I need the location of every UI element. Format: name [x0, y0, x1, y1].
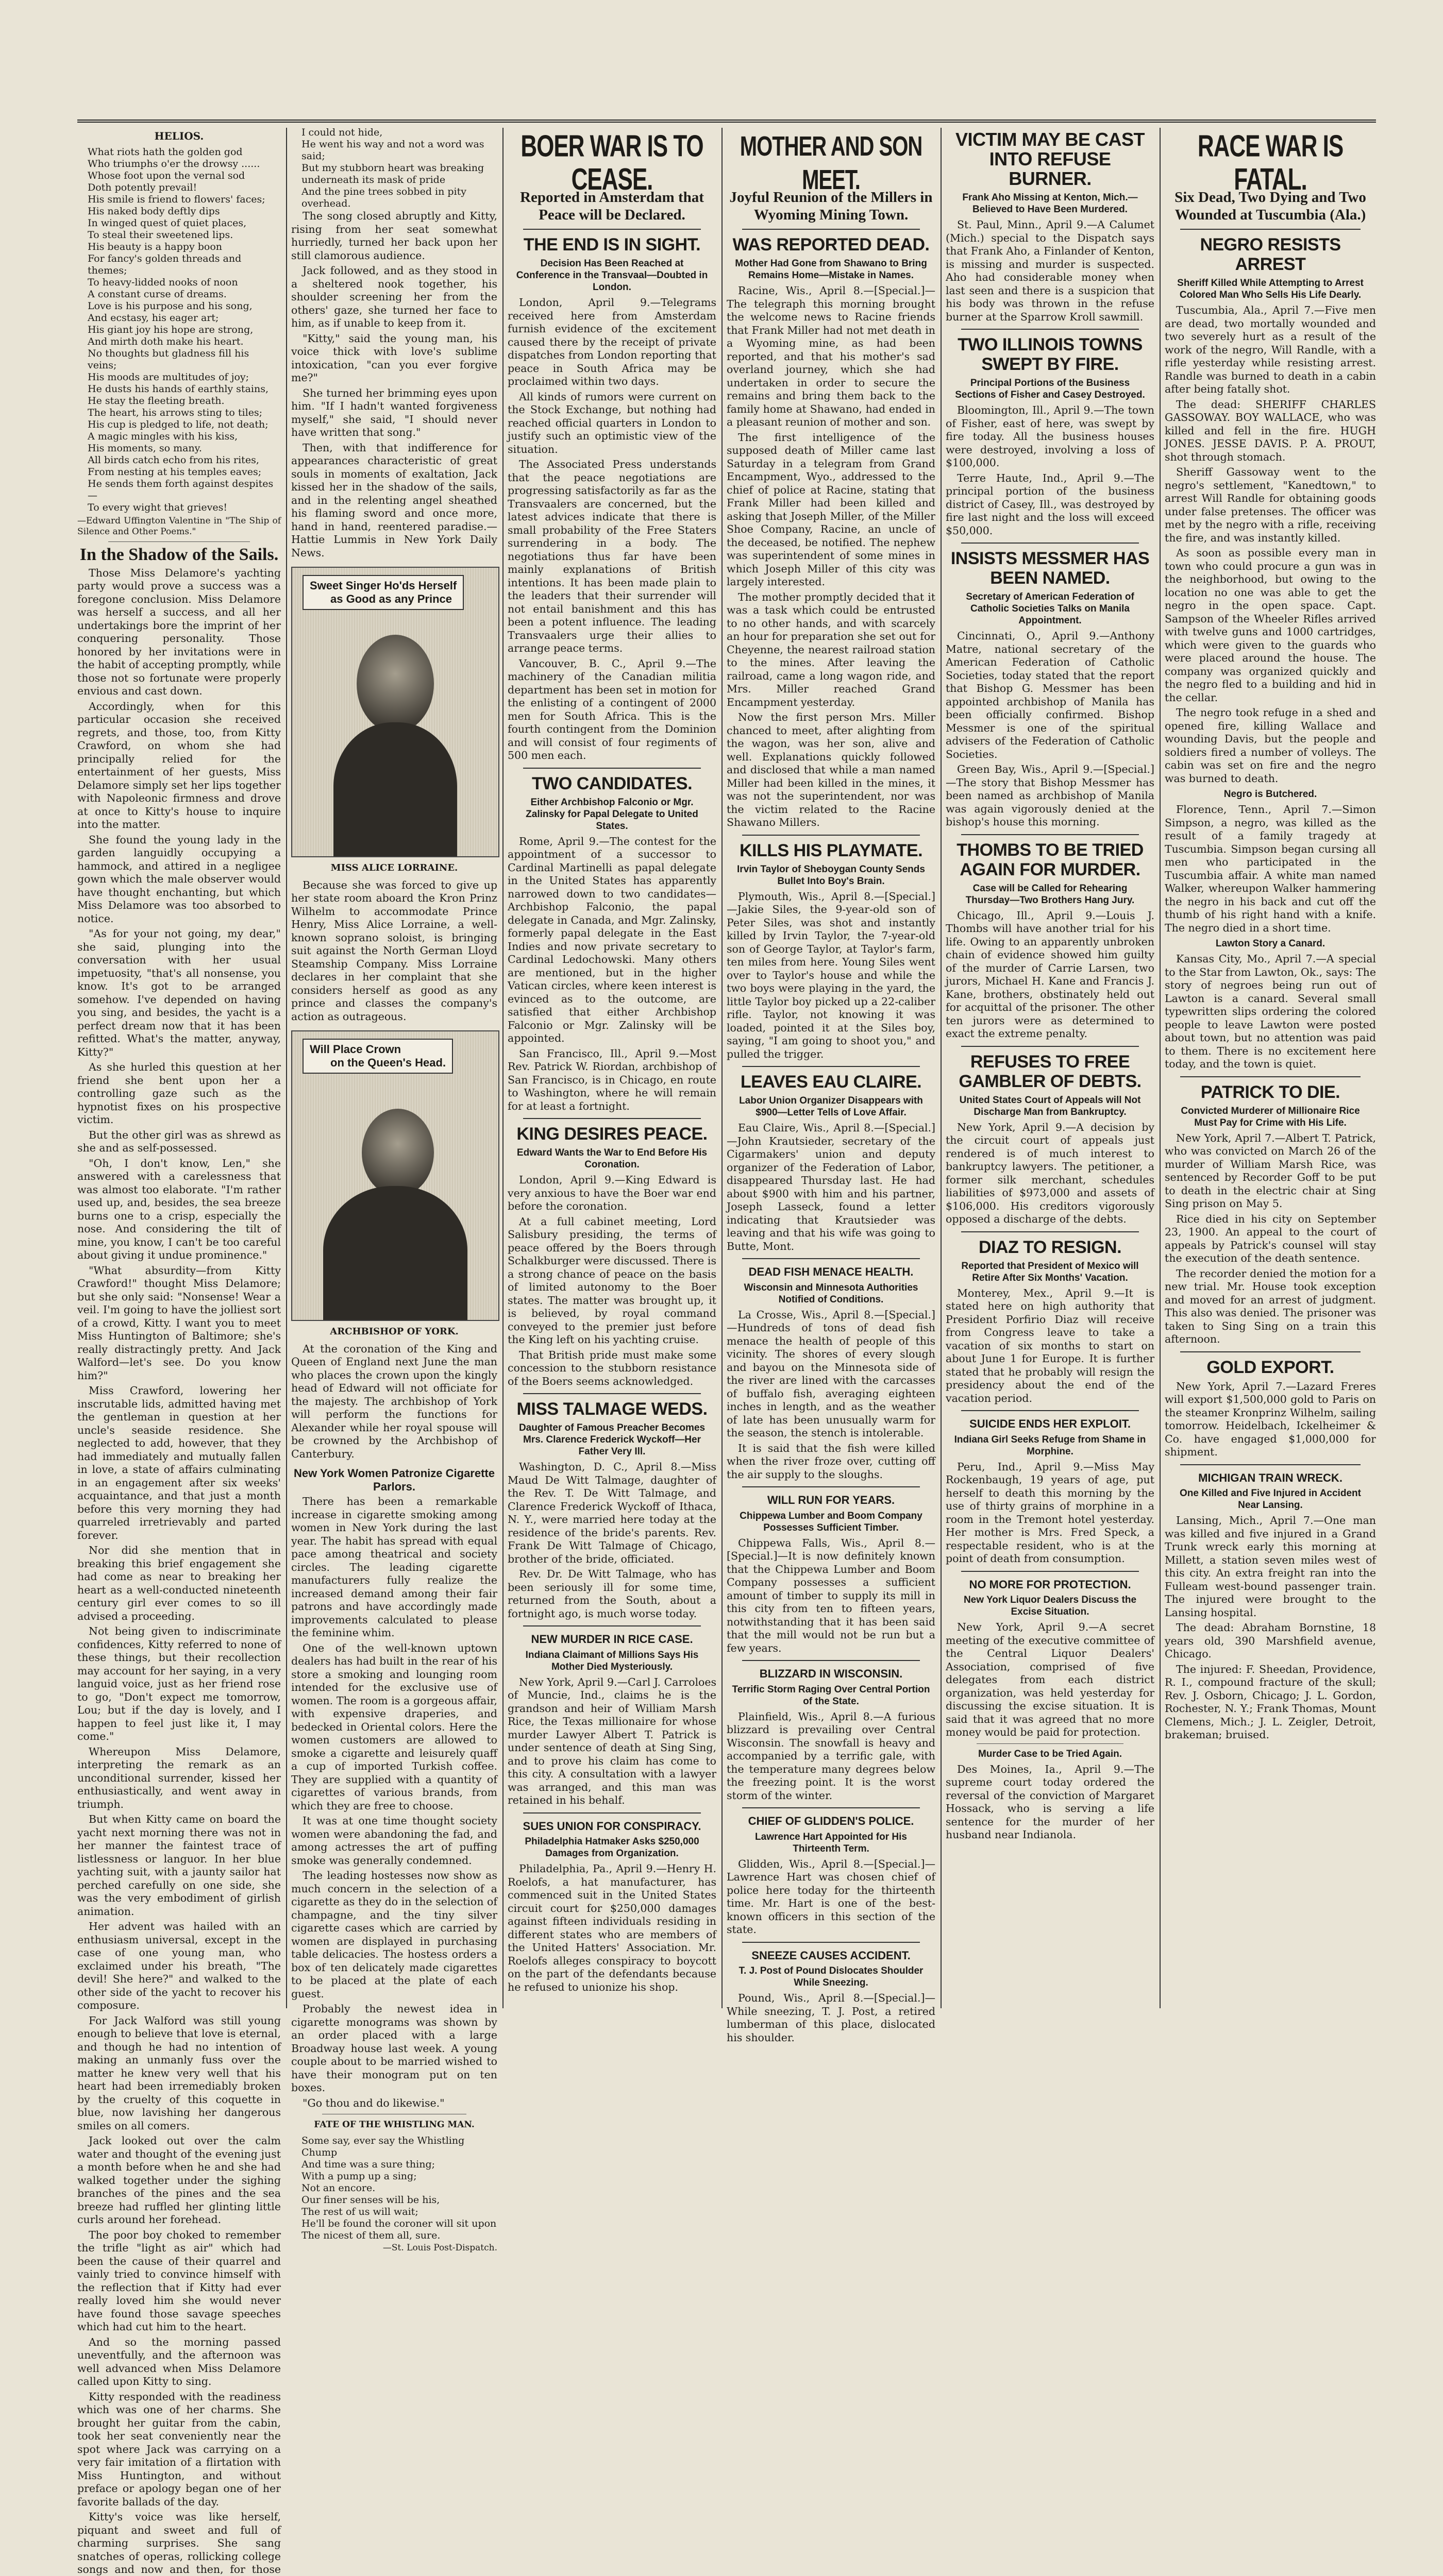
story-body: [946, 218, 1154, 324]
paragraph: Lansing, Mich., April 7.—One man was killed and five injured in a Grand Trunk wreck early this morning at Millett, a station seven miles west of this city. An extra freight ran into the Fulleam west-bound passenger train. The injured were brought to the Lansing hospital.: [1165, 1514, 1376, 1619]
column-rule: [1160, 128, 1161, 2008]
paragraph: "What absurdity—from Kitty Crawford!" thought Miss Delamore; but she only said: "Nonsense! Wear a veil. I'm going to have the jolliest sort of a crowd, Kitty. I want you to meet Miss Huntington of Baltimore; she's really distractingly pretty. And Jack Walford—let's see. Do you know him?": [77, 1264, 281, 1383]
paragraph: That British pride must make some concession to the stubborn resistance of the Boers seems acknowledged.: [508, 1349, 716, 1388]
story-body: [946, 1121, 1154, 1226]
paragraph: No thoughts but gladness fill his veins;: [77, 348, 281, 371]
paragraph: The song closed abruptly and Kitty, rising from her seat somewhat hurriedly, turned her back upon her still clamorous audience.: [291, 210, 497, 262]
deck: New York Liquor Dealers Discuss the Excise Situation.: [951, 1594, 1149, 1618]
paragraph: Love is his purpose and his song,: [77, 300, 281, 312]
paragraph: Nor did she mention that in breaking this brief engagement she had come as near to breaking her heart as a well-conducted nineteenth century girl ever comes to so ill advised a proceeding.: [77, 1544, 281, 1623]
paragraph: Kansas City, Mo., April 7.—A special to the Star from Lawton, Ok., says: The story of negroes being run out of Lawton is a canard. Several small typewritten slips ordering the colored people to leave Lawton were posted about town, but no attention was paid to them. There is no excitement here today, and the town is quiet.: [1165, 953, 1376, 1071]
paragraph: The leading hostesses now show as much concern in the selection of a cigarette as they do in the selection of champagne, and the tiny silver cigarette cases which are carried by women are displayed in purchasing table delicacies. The hostess orders a box of ten delicately made cigarettes to be placed at the plate of each guest.: [291, 1869, 497, 2001]
story-body: [727, 1710, 935, 1803]
headline-murder-case: Murder Case to be Tried Again.: [951, 1748, 1149, 1760]
paragraph: And mirth doth make his heart.: [77, 336, 281, 348]
paragraph: Then, with that indifference for appearances characteristic of great souls in moments of exaltation, Jack kissed her in the shadow of the sails, and in the relenting angel sheathed his flaming sword and once more, hand in hand, reentered paradise.—Hattie Lummis in New York Daily News.: [291, 442, 497, 560]
paragraph: Green Bay, Wis., April 9.—[Special.]—The story that Bishop Messmer has been named as archbishop of Manila was again vigorously denied at the bishop's house this morning.: [946, 763, 1154, 829]
newspaper-page: [77, 120, 1376, 2024]
headline-michigan-wreck: MICHIGAN TRAIN WRECK.: [1165, 1471, 1376, 1485]
paragraph: Our finer senses will be his,: [291, 2194, 497, 2206]
poem-title: FATE OF THE WHISTLING MAN.: [291, 2119, 497, 2132]
paragraph: Not an encore.: [291, 2182, 497, 2194]
paragraph: All birds catch echo from his rites,: [77, 454, 281, 466]
paragraph: Cincinnati, O., April 9.—Anthony Matre, national secretary of the American Federation of Catholic Societies, today stated that the report that Bishop G. Messmer has been appointed archbishop of Manila has been officially confirmed. Bishop Messmer is one of the spiritual advisers of the Federation of Catholic Societies.: [946, 630, 1154, 761]
paragraph: All kinds of rumors were current on the Stock Exchange, but nothing had reached official quarters in London to justify such an optimistic view of the situation.: [508, 391, 716, 456]
headline-patrick-to-die: PATRICK TO DIE.: [1165, 1082, 1376, 1102]
headline-two-candidates: TWO CANDIDATES.: [508, 774, 716, 793]
deck: Frank Aho Missing at Kenton, Mich.—Believed to Have Been Murdered.: [951, 192, 1149, 215]
paragraph: Plymouth, Wis., April 8.—[Special.]—Jakie Siles, the 9-year-old son of Peter Siles, was shot and instantly killed by Irvin Taylor, the 7-year-old son of George Taylor, at Taylor's farm, ten miles from here. Young Siles went over to Taylor's house and while the two boys were playing in the yard, the little Taylor boy picked up a 22-caliber rifle. Taylor, not knowing it was loaded, pointed it at the Siles boy, saying, "I am going to shoot you," and pulled the trigger.: [727, 890, 935, 1061]
paragraph: Miss Crawford, lowering her inscrutable lids, admitted having met the gentleman in question at her uncle's seaside residence. She neglected to add, however, that they had immediately and mutually fallen in love, a state of affairs culminating in an engagement after six weeks' acquaintance, and that just a month before this very morning they had quarreled irretrievably and parted forever.: [77, 1384, 281, 1542]
story-body: [727, 1992, 935, 2044]
paragraph: What riots hath the golden god: [77, 146, 281, 158]
paragraph: As she hurled this question at her friend she bent upon her a controlling gaze such as the hypnotist fixes on his prospective victim.: [77, 1061, 281, 1127]
portrait-body: [323, 1186, 467, 1320]
paragraph: Des Moines, Ia., April 9.—The supreme court today ordered the reversal of the conviction of Margaret Hossack, who is serving a life sentence for the murder of her husband near Indianola.: [946, 1763, 1154, 1842]
headline-sneeze: SNEEZE CAUSES ACCIDENT.: [727, 1949, 935, 1962]
paragraph: He dusts his hands of earthly stains,: [77, 383, 281, 395]
headline-glidden-police: CHIEF OF GLIDDEN'S POLICE.: [727, 1815, 935, 1828]
paragraph: The first intelligence of the supposed death of Miller came last Saturday in a telegram from Grand Encampment, Wyo., addressed to the chief of police at Racine, stating that Frank Miller had been killed and asking that Joseph Miller, of the Miller Shoe Company, Racine, an uncle of the deceased, be notified. The nephew was superintendent of some mines in which Joseph Miller of this city was largely interested.: [727, 431, 935, 589]
paragraph: New York, April 9.—A secret meeting of the executive committee of the Central Liquor Dealers' Association, comprised of five delegates from each district organization, was held yesterday for discussing the excise situation. It is said that it was agreed that no more money would be paid for protection.: [946, 1621, 1154, 1739]
paragraph: Washington, D. C., April 8.—Miss Maud De Witt Talmage, daughter of the Rev. T. De Witt Talmage, and Clarence Frederick Wyckoff of Ithaca, N. Y., were married here today at the residence of the bride's parents. Rev. Frank De Witt Talmage of Chicago, brother of the bride, officiated.: [508, 1461, 716, 1566]
paragraph: At a full cabinet meeting, Lord Salisbury presiding, the terms of peace offered by the Boers through Schalkburger were discussed. There is a strong chance of peace on the basis of limited autonomy to the Boer states. The matter was brought up, it is believed, by royal command conveyed to the premier just before the King left on his yachting cruise.: [508, 1215, 716, 1347]
headline-women-cigarette: New York Women Patronize Cigarette Parlors.: [291, 1467, 497, 1493]
paragraph: He sends them forth against despites—: [77, 478, 281, 502]
column-5: [946, 127, 1154, 2012]
story-body: [508, 1461, 716, 1620]
paragraph: New York, April 7.—Albert T. Patrick, who was convicted on March 26 of the murder of William Marsh Rice, was sentenced by Recorder Goff to be put to death in the electric chair at Sing Sing prison on May 5.: [1165, 1132, 1376, 1211]
column-2: [291, 127, 497, 2012]
headline-kills-playmate: KILLS HIS PLAYMATE.: [727, 841, 935, 860]
photo-label: Will Place Crown on the Queen's Head.: [303, 1039, 453, 1074]
paragraph: Some say, ever say the Whistling Chump: [291, 2135, 497, 2159]
paragraph: I could not hide,: [291, 127, 497, 139]
paragraph: From nesting at his temples eaves;: [77, 466, 281, 478]
deck: Secretary of American Federation of Catholic Societies Talks on Manila Appointment.: [951, 591, 1149, 626]
deck: Mother Had Gone from Shawano to Bring Remains Home—Mistake in Names.: [732, 258, 930, 281]
paragraph: And the pine trees sobbed in pity overhead.: [291, 186, 497, 210]
paragraph: Jack followed, and as they stood in a sheltered nook together, his shoulder screening her from the others' gaze, she turned her face to him, as if unable to keep from it.: [291, 264, 497, 330]
headline-gambler-debts: REFUSES TO FREE GAMBLER OF DEBTS.: [946, 1052, 1154, 1091]
headline-illinois-fire: TWO ILLINOIS TOWNS SWEPT BY FIRE.: [946, 335, 1154, 374]
story-body: [508, 835, 716, 1113]
deck: United States Court of Appeals will Not Discharge Man from Bankruptcy.: [951, 1094, 1149, 1118]
photo-text: [291, 1343, 497, 1461]
poem-whistling-man: [291, 2135, 497, 2242]
column-4: [727, 127, 935, 2012]
deck: Irvin Taylor of Sheboygan County Sends Bullet Into Boy's Brain.: [732, 863, 930, 887]
subhead-lawton: Lawton Story a Canard.: [1170, 938, 1371, 950]
paragraph: The mother promptly decided that it was a task which could be entrusted to no other hands, and with scarcely an hour for preparation she set out for Cheyenne, the nearest railroad station to the mines. After leaving the railroad, came a long wagon ride, and Mrs. Miller reached Grand Encampment yesterday.: [727, 591, 935, 709]
paragraph: Chippewa Falls, Wis., April 8.—[Special.]—It is now definitely known that the Chippewa Lumber and Boom Company possesses a sufficient amount of timber to supply its mill in this city from ten to fifteen years, notwithstanding that it has been said that the mill would not be run but a few years.: [727, 1537, 935, 1655]
story-body: [1165, 1132, 1376, 1346]
headline-gold-export: GOLD EXPORT.: [1165, 1358, 1376, 1377]
paragraph: Because she was forced to give up her state room aboard the Kron Prinz Wilhelm to accommodate Prince Henry, Miss Alice Lorraine, a well-known soprano soloist, is bringing suit against the North German Lloyd Steamship Company. Miss Lorraine declares in her complaint that she considers herself as good as any prince and classes the company's action as outrageous.: [291, 879, 497, 1024]
paragraph: His cup is pledged to life, not death;: [77, 419, 281, 431]
story-body: [727, 1122, 935, 1253]
paragraph: The dead: Abraham Bornstine, 18 years old, 390 Marshfield avenue, Chicago.: [1165, 1621, 1376, 1661]
poem-continuation: [291, 127, 497, 210]
story-body: [1165, 803, 1376, 935]
deck: Six Dead, Two Dying and Two Wounded at Tuscumbia (Ala.): [1165, 189, 1376, 224]
column-rule: [941, 128, 942, 2008]
paragraph: The heart, his arrows sting to tiles;: [77, 407, 281, 419]
column-rule: [286, 128, 287, 2008]
paragraph: Those Miss Delamore's yachting party would prove a success was a foregone conclusion. Miss Delamore was herself a success, and all her undertakings bore the imprint of her conquering personality. Those honored by her invitations were in the habit of accepting promptly, while those not so fortunate were properly envious and cast down.: [77, 567, 281, 698]
paragraph: Doth potently prevail!: [77, 182, 281, 194]
story-body-sails-continued: [291, 210, 497, 560]
headline-blizzard: BLIZZARD IN WISCONSIN.: [727, 1667, 935, 1681]
column-rule: [722, 128, 723, 2008]
deck: Reported that President of Mexico will Retire After Six Months' Vacation.: [951, 1260, 1149, 1284]
paragraph: The injured: F. Sheedan, Providence, R. I., compound fracture of the skull; Rev. J. Osborn, Chicago; J. L. Gordon, Rochester, N. Y.; Frank Thomas, Mount Clemens, Mich.; J. L. Zeigler, Detroit, brakeman; bruised.: [1165, 1663, 1376, 1742]
paragraph: The nicest of them all, sure.: [291, 2230, 497, 2242]
paragraph: And time was a sure thing;: [291, 2159, 497, 2171]
paragraph: A constant curse of dreams.: [77, 289, 281, 300]
paragraph: Eau Claire, Wis., April 8.—[Special.]—John Krautsieder, secretary of the Cigarmakers' union and deputy organizer of the Federation of Labor, disappeared Thursday last. He had about $900 with him and his partner, Joseph Lasseck, found a letter indicating that Krautsieder was leaving and that his wife was going to Butte, Mont.: [727, 1122, 935, 1253]
deck: Sheriff Killed While Attempting to Arrest Colored Man Who Sells His Life Dearly.: [1170, 277, 1371, 301]
paragraph: "Kitty," said the young man, his voice thick with love's sublime intoxication, "can you ever forgive me?": [291, 332, 497, 385]
headline-thombs: THOMBS TO BE TRIED AGAIN FOR MURDER.: [946, 840, 1154, 879]
poem-helios: [77, 146, 281, 514]
paragraph: London, April 9.—King Edward is very anxious to have the Boer war end before the coronation.: [508, 1174, 716, 1213]
story-body: [508, 1676, 716, 1807]
photo-alice-lorraine: [291, 567, 499, 857]
headline-boer-war: BOER WAR IS TO CEASE.: [508, 130, 716, 205]
deck: Labor Union Organizer Disappears with $900—Letter Tells of Love Affair.: [732, 1095, 930, 1118]
paragraph: Whereupon Miss Delamore, interpreting the remark as an unconditional surrender, kissed her enthusiastically, and went away in triumph.: [77, 1745, 281, 1811]
paragraph: New York, April 9.—A decision by the circuit court of appeals just rendered is of much interest to bankruptcy lawyers. The petitioner, a former silk merchant, schedules liabilities of $973,000 and assets of $106,000. His creditors vigorously opposed a discharge of the debts.: [946, 1121, 1154, 1226]
paragraph: Plainfield, Wis., April 8.—A furious blizzard is prevailing over Central Wisconsin. The snowfall is heavy and accompanied by a terrific gale, with the temperature many degrees below the freezing point. It is the worst storm of the winter.: [727, 1710, 935, 1803]
headline-diaz: DIAZ TO RESIGN.: [946, 1238, 1154, 1257]
divider: [108, 541, 250, 542]
photo-caption: ARCHBISHOP OF YORK.: [291, 1325, 497, 1338]
deck: Lawrence Hart Appointed for His Thirteenth Term.: [732, 1831, 930, 1855]
headline-dead-fish: DEAD FISH MENACE HEALTH.: [727, 1265, 935, 1279]
paragraph: New York, April 7.—Lazard Freres will export $1,500,000 gold to Paris on the steamer Kronprinz Wilhelm, sailing tomorrow. Heidelbach, Ickelheimer & Co. have engaged $1,000,000 for shipment.: [1165, 1380, 1376, 1459]
deck: Indiana Claimant of Millions Says His Mother Died Mysteriously.: [513, 1649, 711, 1673]
column-1: [77, 127, 281, 2012]
paragraph: To steal their sweetened lips.: [77, 229, 281, 241]
deck: Convicted Murderer of Millionaire Rice Must Pay for Crime with His Life.: [1170, 1105, 1371, 1129]
headline-mother-son: MOTHER AND SON MEET.: [727, 130, 935, 205]
paragraph: Not being given to indiscriminate confidences, Kitty referred to none of these things, but their recollection may account for her saying, in a very languid voice, just as her friend rose to go, "Don't expect me tomorrow, Lou; but if the day is lovely, and I happen to feel just like it, I may come.": [77, 1625, 281, 1743]
paragraph: Her advent was hailed with an enthusiasm universal, except in the case of one young man, who exclaimed under his breath, "The devil! She here?" and walked to the other side of the yacht to recover his composure.: [77, 1920, 281, 2012]
paragraph: Racine, Wis., April 8.—[Special.]—The telegraph this morning brought the welcome news to Racine friends that Frank Miller had not met death in a Wyoming mine, as had been reported, and that his mother's sad overland journey, which she had undertaken in order to secure the remains and bring them back to the family home at Shawano, had ended in a pleasant reunion of mother and son.: [727, 284, 935, 429]
paragraph: Jack looked out over the calm water and thought of the evening just a month before when he and she had walked together under the sighing branches of the pines and the sea breeze had ruffled her glinting little curls around her forehead.: [77, 2134, 281, 2227]
story-body: [508, 1862, 716, 1994]
paragraph: His smile is friend to flowers' faces;: [77, 194, 281, 206]
headline-sues-union: SUES UNION FOR CONSPIRACY.: [508, 1820, 716, 1833]
headline-messmer: INSISTS MESSMER HAS BEEN NAMED.: [946, 549, 1154, 588]
story-body: [1165, 1514, 1376, 1742]
paragraph: Rev. Dr. De Witt Talmage, who has been seriously ill for some time, returned from the South, about a fortnight ago, is much worse today.: [508, 1568, 716, 1620]
deck: Indiana Girl Seeks Refuge from Shame in Morphine.: [951, 1434, 1149, 1458]
paragraph: His moods are multitudes of joy;: [77, 371, 281, 383]
paragraph: Pound, Wis., April 8.—[Special.]—While sneezing, T. J. Post, a retired lumberman of this place, dislocated his shoulder.: [727, 1992, 935, 2044]
paragraph: One of the well-known uptown dealers has had built in the rear of his store a smoking and lounging room intended for the exclusive use of women. The room is a gorgeous affair, with expensive draperies, and bedecked in Oriental colors. Here the women customers are allowed to smoke a cigarette and leisurely quaff a cup of imported Turkish coffee. They are supplied with a quantity of cigarettes of various brands, from which they are free to choose.: [291, 1642, 497, 1813]
paragraph: To heavy-lidded nooks of noon: [77, 277, 281, 289]
deck: Wisconsin and Minnesota Authorities Notified of Conditions.: [732, 1282, 930, 1306]
headline-king-desires-peace: KING DESIRES PEACE.: [508, 1124, 716, 1144]
paragraph: It was at one time thought society women were abandoning the fad, and among actresses the art of puffing smoke was generally condemned.: [291, 1815, 497, 1867]
headline-rice-case: NEW MURDER IN RICE CASE.: [508, 1633, 716, 1646]
deck: T. J. Post of Pound Dislocates Shoulder While Sneezing.: [732, 1965, 930, 1989]
paragraph: He stay the fleeting breath.: [77, 395, 281, 407]
paragraph: Rome, April 9.—The contest for the appointment of a successor to Cardinal Martinelli as papal delegate in the United States has apparently narrowed down to two candidates—Archbishop Falconio, the papal delegate in Canada, and Mgr. Zalinsky, formerly papal delegate in the East Indies and now private secretary to Cardinal Ledochowski. Many others are mentioned, but in the higher Vatican circles, where keen interest is evinced as to the outcome, are satisfied that either Archbishop Falconio or Mgr. Zalinsky will be appointed.: [508, 835, 716, 1045]
paragraph: Now the first person Mrs. Miller chanced to meet, after alighting from the wagon, was her son, alive and well. Explanations quickly followed and disclosed that while a man named Miller had been killed in the mines, it was not the superintendent, nor was the victim related to the Racine Shawano Millers.: [727, 711, 935, 829]
story-body: [508, 296, 716, 762]
paragraph: But when Kitty came on board the yacht next morning there was not in her manner the faintest trace of listlessness or languor. In her blue yachting suit, with a jaunty sailor hat perched carefully on one side, she was the very embodiment of girlish animation.: [77, 1813, 281, 1918]
headline-race-war: RACE WAR IS FATAL.: [1165, 130, 1376, 205]
deck: Decision Has Been Reached at Conference in the Transvaal—Doubted in London.: [513, 258, 711, 293]
paragraph: The rest of us will wait;: [291, 2206, 497, 2218]
poem-title: HELIOS.: [77, 130, 281, 143]
paragraph: Philadelphia, Pa., April 9.—Henry H. Roelofs, a hat manufacturer, has commenced suit in the United States circuit court for $250,000 damages against fifteen individuals residing in different states who are members of the United Hatters' Association. Mr. Roelofs alleges conspiracy to boycott on the part of the defendants because he refused to unionize his shop.: [508, 1862, 716, 1994]
paragraph: His beauty is a happy boon: [77, 241, 281, 253]
paragraph: But the other girl was as shrewd as she and as self-possessed.: [77, 1129, 281, 1155]
story-body: [946, 1763, 1154, 1842]
paragraph: Who triumphs o'er the drowsy ......: [77, 158, 281, 170]
story-body-sails: [77, 567, 281, 2576]
deck: Case will be Called for Rehearing Thursday—Two Brothers Hang Jury.: [951, 883, 1149, 906]
deck: One Killed and Five Injured in Accident Near Lansing.: [1170, 1487, 1371, 1511]
photo-label: Sweet Singer Ho'ds Herself as Good as any Prince: [303, 575, 464, 610]
story-title-shadow-of-sails: In the Shadow of the Sails.: [77, 546, 281, 564]
headline-suicide: SUICIDE ENDS HER EXPLOIT.: [946, 1417, 1154, 1431]
deck: Either Archbishop Falconio or Mgr. Zalinsky for Papal Delegate to United States.: [513, 796, 711, 832]
story-body: [946, 909, 1154, 1041]
deck: Daughter of Famous Preacher Becomes Mrs. Clarence Frederick Wyckoff—Her Father Very Ill.: [513, 1422, 711, 1458]
paragraph: Kitty responded with the readiness which was one of her charms. She brought her guitar from the cabin, took her seat conveniently near the spot where Jack was carrying on a very fair imitation of a flirtation with Miss Huntington, and without preface or apology began one of her favorite ballads of the day.: [77, 2391, 281, 2509]
paragraph: Kitty's voice was like herself, piquant and sweet and full of charming surprises. She sang snatches of operas, rollicking college songs and now and then, for those: [77, 2511, 281, 2576]
photo-archbishop-of-york: [291, 1030, 499, 1321]
paragraph: He'll be found the coroner will sit upon: [291, 2218, 497, 2230]
paragraph: New York, April 9.—Carl J. Carroloes of Muncie, Ind., claims he is the grandson and heir of William Marsh Rice, the Texas millionaire for whose murder Lawyer Albert T. Patrick is under sentence of death at Sing Sing, and to prove his claim has come to this city. A consultation with a lawyer was arranged, and this man was retained in his behalf.: [508, 1676, 716, 1807]
paragraph: The negro took refuge in a shed and opened fire, killing Wallace and wounding Davis, but the people and soldiers fired a number of volleys. The cabin was set on fire and the negro was burned to death.: [1165, 706, 1376, 785]
paragraph: San Francisco, Ill., April 9.—Most Rev. Patrick W. Riordan, archbishop of San Francisco, is in Chicago, en route to Washington, where he will remain for at least a fortnight.: [508, 1047, 716, 1113]
paragraph: Terre Haute, Ind., April 9.—The principal portion of the business district of Casey, Ill., was destroyed by fire last night and the loss will exceed $50,000.: [946, 472, 1154, 538]
paragraph: "As for your not going, my dear," she said, plunging into the conversation with her usual impetuosity, "that's all nonsense, you know. It's got to be arranged somehow. I've depended on having you sing, and besides, the yacht is a perfect dream now that it has been refitted. What's the matter, anyway, Kitty?": [77, 927, 281, 1059]
column-6: [1165, 127, 1376, 2012]
story-body-women: [291, 1495, 497, 2110]
paragraph: Vancouver, B. C., April 9.—The machinery of the Canadian militia department has been set in motion for the enlisting of a contingent of 2000 men for South Africa. This is the fourth contingent from the Dominion and will consist of four regiments of 500 men each.: [508, 657, 716, 762]
poem-credit: —St. Louis Post-Dispatch.: [291, 2242, 497, 2255]
paragraph: In winged quest of quiet places,: [77, 217, 281, 229]
paragraph: Sheriff Gassoway went to the negro's settlement, "Kanedtown," to arrest Will Randle for obtaining goods under false pretenses. The officer was met by the negro with a rifle, receiving the fire, and was instantly killed.: [1165, 466, 1376, 545]
story-body: [727, 1309, 935, 1482]
subheadline: THE END IS IN SIGHT.: [508, 235, 716, 255]
story-body: [1165, 304, 1376, 785]
subheadline: NEGRO RESISTS ARREST: [1165, 235, 1376, 274]
paragraph: And ecstasy, his eager art;: [77, 312, 281, 324]
headline-will-run: WILL RUN FOR YEARS.: [727, 1494, 935, 1507]
portrait-body: [333, 722, 457, 856]
paragraph: "Oh, I don't know, Len," she answered with a carelessness that was almost too elaborate. "I'm rather used up, and, besides, the sea breeze burns one to a crisp, especially the nose. And considering the tilt of mine, you know, I can't be too careful about giving it undue prominence.": [77, 1157, 281, 1262]
headline-victim-refuse-burner: VICTIM MAY BE CAST INTO REFUSE BURNER.: [946, 130, 1154, 189]
paragraph: She turned her brimming eyes upon him. "If I hadn't wanted forgiveness myself," she said, "I should never have written that song.": [291, 387, 497, 439]
story-body: [946, 1621, 1154, 1739]
paragraph: The recorder denied the motion for a new trial. Mr. House took exception and moved for an arrest of judgment. This also was denied. The prisoner was taken to Sing Sing on a train this afternoon.: [1165, 1267, 1376, 1346]
story-body: [946, 1287, 1154, 1405]
subheadline: WAS REPORTED DEAD.: [727, 235, 935, 255]
paragraph: A magic mingles with his kiss,: [77, 431, 281, 443]
paragraph: His naked body deftly dips: [77, 206, 281, 217]
paragraph: And so the morning passed uneventfully, and the afternoon was well advanced when Miss Delamore called upon Kitty to sing.: [77, 2336, 281, 2388]
deck: Edward Wants the War to End Before His Coronation.: [513, 1147, 711, 1171]
portrait-head: [357, 635, 434, 733]
paragraph: It is said that the fish were killed when the river froze over, cutting off the air supply to the sloughs.: [727, 1442, 935, 1482]
paragraph: Tuscumbia, Ala., April 7.—Five men are dead, two mortally wounded and two severely hurt as a result of the work of the negro, Will Randle, with a rifle yesterday while resisting arrest. Randle was burned to death in a cabin after being fatally shot.: [1165, 304, 1376, 396]
paragraph: La Crosse, Wis., April 8.—[Special.]—Hundreds of tons of dead fish menace the health of people of this vicinity. The shores of every slough and bayou on the Minnesota side of the river are lined with the carcasses of buffalo fish, averaging eighteen inches in length, and as the weather of late has been unusually warm for the season, the stench is intolerable.: [727, 1309, 935, 1440]
paragraph: St. Paul, Minn., April 9.—A Calumet (Mich.) special to the Dispatch says that Frank Aho, a Finlander of Kenton, is missing and murder is suspected. Aho had considerable money when last seen and there is a suspicion that his body was thrown in the refuse burner at the Sparrow Kroll sawmill.: [946, 218, 1154, 324]
story-body: [727, 1858, 935, 1937]
headline-protection: NO MORE FOR PROTECTION.: [946, 1578, 1154, 1591]
paragraph: Rice died in his city on September 23, 1900. An appeal to the court of appeals by Patrick's counsel will stay the execution of the death sentence.: [1165, 1213, 1376, 1265]
paragraph: But my stubborn heart was breaking underneath its mask of pride: [291, 162, 497, 186]
photo-text: [291, 879, 497, 1024]
paragraph: For Jack Walford was still young enough to believe that love is eternal, and though he had no intention of making an unmanly fuss over the matter he knew very well that his heart had been irremediably broken by the cruelty of this coquette in blue, now lavishing her dangerous smiles on all comers.: [77, 2014, 281, 2133]
paragraph: The Associated Press understands that the peace negotiations are progressing satisfactorily as far as the Transvaalers are concerned, but the latest advices indicate that there is small probability of the Free Staters surrendering in a body. The negotiations thus far have been mainly explanations of British intentions. It has been made plain to the leaders that their surrender will not entail banishment and this has been a potent influence. The leading Transvaalers urge their allies to arrange peace terms.: [508, 458, 716, 655]
paragraph: For fancy's golden threads and themes;: [77, 253, 281, 277]
paragraph: He went his way and not a word was said;: [291, 139, 497, 162]
photo-caption: MISS ALICE LORRAINE.: [291, 861, 497, 875]
story-body: [1165, 953, 1376, 1071]
paragraph: Bloomington, Ill., April 9.—The town of Fisher, east of here, was swept by fire today. All the business houses were destroyed, involving a loss of $100,000.: [946, 404, 1154, 470]
column-rule: [502, 128, 504, 2008]
paragraph: His giant joy his hope are strong,: [77, 324, 281, 336]
deck: Philadelphia Hatmaker Asks $250,000 Damages from Organization.: [513, 1836, 711, 1859]
story-body: [946, 1461, 1154, 1566]
paragraph: Probably the newest idea in cigarette monograms was shown by an order placed with a large Broadway house last week. A young couple about to be married wished to have their monogram put on ten boxes.: [291, 2003, 497, 2095]
paragraph: Peru, Ind., April 9.—Miss May Rockenbaugh, 19 years of age, put herself to death this morning by the use of thirty grains of morphine in a room in the Tremont hotel yesterday. Her mother is Mrs. Fred Speck, a respectable resident, who is at the point of death from consumption.: [946, 1461, 1154, 1566]
story-body: [727, 284, 935, 829]
paragraph: Monterey, Mex., April 9.—It is stated here on high authority that President Porfirio Diaz will receive from Congress leave to take a vacation of six months to start on about June 1 for Europe. It is further stated that he probably will resign the presidency about the end of the vacation period.: [946, 1287, 1154, 1405]
paragraph: At the coronation of the King and Queen of England next June the man who places the crown upon the kingly head of Edward will not officiate for the majesty. The archbishop of York will perform the functions for Alexander while her royal spouse will be crowned by the Archbishop of Canterbury.: [291, 1343, 497, 1461]
story-body: [1165, 1380, 1376, 1459]
headline-leaves-eau-claire: LEAVES EAU CLAIRE.: [727, 1072, 935, 1092]
paragraph: His moments, so many.: [77, 443, 281, 454]
paragraph: The dead: SHERIFF CHARLES GASSOWAY. BOY WALLACE, who was killed and fell in the fire. HUGH JONES. JESSE DAVIS. P. A. PROUT, shot through stomach.: [1165, 398, 1376, 464]
paragraph: Accordingly, when for this particular occasion she received regrets, and those, too, from Kitty Crawford, on whom she had principally relied for the entertainment of her guests, Miss Delamore simply set her lips together with Napoleonic firmness and drove at once to Kitty's house to inquire into the matter.: [77, 700, 281, 832]
paragraph: Glidden, Wis., April 8.—[Special.]—Lawrence Hart was chosen chief of police here today for the thirteenth time. Mr. Hart is one of the best-known officers in this section of the state.: [727, 1858, 935, 1937]
paragraph: London, April 9.—Telegrams received here from Amsterdam furnish evidence of the excitement caused there by the receipt of private dispatches from London reporting that peace in South Africa may be proclaimed within two days.: [508, 296, 716, 388]
poem-credit: —Edward Uffington Valentine in "The Ship of Silence and Other Poems.": [77, 516, 281, 537]
deck: Reported in Amsterdam that Peace will be Declared.: [508, 189, 716, 224]
paragraph: There has been a remarkable increase in cigarette smoking among women in New York during the last year. The habit has spread with equal pace among theatrical and society circles. The leading cigarette manufacturers fully realize the increased demand among their fair patrons and have accordingly made improvements calculated to please the feminine whim.: [291, 1495, 497, 1640]
deck: Chippewa Lumber and Boom Company Possesses Sufficient Timber.: [732, 1510, 930, 1534]
paragraph: Whose foot upon the vernal sod: [77, 170, 281, 182]
paragraph: The poor boy choked to remember the trifle "light as air" which had been the cause of their quarrel and vainly tried to convince himself with the reflection that if Kitty had ever really loved him she would never have found those savage speeches which had cut him to the heart.: [77, 2229, 281, 2334]
deck: Joyful Reunion of the Millers in Wyoming Mining Town.: [727, 189, 935, 224]
story-body: [727, 1537, 935, 1655]
paragraph: Florence, Tenn., April 7.—Simon Simpson, a negro, was killed as the result of a family tragedy at Tuscumbia. Simpson began cursing all men who participated in the Tuscumbia affair. A white man named Walker, whereupon Walker hammering the negro in his back and cut off the thumb of his right hand with a knife. The negro died in a short time.: [1165, 803, 1376, 935]
column-3: [508, 127, 716, 2012]
paragraph: With a pump up a sing;: [291, 2171, 497, 2182]
paragraph: To every wight that grieves!: [77, 502, 281, 514]
paragraph: Chicago, Ill., April 9.—Louis J. Thombs will have another trial for his life. Owing to an apparently unbroken chain of evidence showed him guilty of the murder of Carrie Larsen, two jurors, Michael H. Kane and Francis J. Kane, brothers, obstinately held out for acquittal of the prisoner. The other ten jurors were as determined to exact the extreme penalty.: [946, 909, 1154, 1041]
story-body: [946, 630, 1154, 829]
deck: Principal Portions of the Business Sections of Fisher and Casey Destroyed.: [951, 377, 1149, 401]
story-body: [946, 404, 1154, 537]
paragraph: "Go thou and do likewise.": [291, 2097, 497, 2110]
deck: Terrific Storm Raging Over Central Portion of the State.: [732, 1684, 930, 1707]
paragraph: She found the young lady in the garden languidly occupying a hammock, and attired in a negligee gown which the male observer would have thought enchanting, but which Miss Delamore was too absorbed to notice.: [77, 834, 281, 926]
paragraph: As soon as possible every man in town who could procure a gun was in the neighborhood, but owing to the location no one was able to get the negro in the open space. Capt. Sampson of the Wheeler Rifles arrived with twelve guns and 1000 cartridges, which were given to the guards who were placed around the house. The company was organized quickly and the negro fled to a building and hid in the cellar.: [1165, 547, 1376, 704]
portrait-head: [362, 1109, 434, 1196]
headline-miss-talmage: MISS TALMAGE WEDS.: [508, 1399, 716, 1419]
subhead-negro-butchered: Negro is Butchered.: [1170, 788, 1371, 800]
story-body: [727, 890, 935, 1061]
story-body: [508, 1174, 716, 1388]
